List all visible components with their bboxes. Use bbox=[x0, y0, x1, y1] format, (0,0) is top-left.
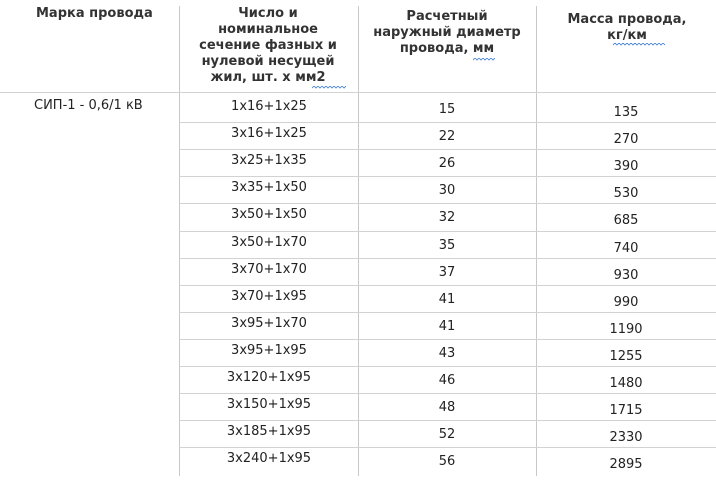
section-cell: 3x240+1x95 bbox=[226, 451, 312, 466]
mass-cell: 390 bbox=[613, 159, 639, 174]
header-diameter bbox=[361, 9, 533, 57]
mass-cell: 990 bbox=[613, 295, 639, 310]
section-cell: 3x16+1x25 bbox=[231, 126, 307, 141]
diameter-cell: 56 bbox=[438, 454, 456, 469]
diameter-cell: 46 bbox=[438, 373, 456, 388]
column-divider bbox=[536, 6, 537, 476]
header-cores-line: жил, шт. х мм2 bbox=[210, 70, 326, 85]
section-cell: 3x150+1x95 bbox=[226, 397, 312, 412]
row-divider bbox=[179, 231, 716, 232]
section-cell: 3x70+1x95 bbox=[231, 289, 307, 304]
column-divider bbox=[179, 6, 180, 476]
section-cell: 3x35+1x50 bbox=[231, 180, 307, 195]
row-divider bbox=[179, 447, 716, 448]
header-brand-label: Марка провода bbox=[36, 6, 153, 21]
row-divider bbox=[179, 339, 716, 340]
header-diameter-line: Расчетный bbox=[406, 9, 488, 24]
spellcheck-underline bbox=[473, 58, 495, 61]
row-divider bbox=[179, 366, 716, 367]
mass-cell: 1190 bbox=[609, 322, 643, 337]
section-cell: 3x50+1x70 bbox=[231, 235, 307, 250]
diameter-cell: 22 bbox=[438, 129, 456, 144]
mass-cell: 2330 bbox=[609, 430, 643, 445]
header-brand bbox=[36, 6, 176, 22]
diameter-cell: 26 bbox=[438, 156, 456, 171]
mass-cell: 2895 bbox=[609, 457, 643, 472]
diameter-cell: 30 bbox=[438, 183, 456, 198]
header-cores-line: нулевой несущей bbox=[201, 54, 335, 69]
mass-cell: 930 bbox=[613, 268, 639, 283]
row-divider bbox=[179, 258, 716, 259]
row-divider bbox=[179, 176, 716, 177]
mass-cell: 530 bbox=[613, 186, 639, 201]
header-diameter-line: провода, мм bbox=[399, 41, 495, 56]
diameter-cell: 32 bbox=[438, 210, 456, 225]
diameter-cell: 37 bbox=[438, 265, 456, 280]
header-divider bbox=[0, 92, 716, 93]
mass-cell: 270 bbox=[613, 132, 639, 147]
mass-cell: 1255 bbox=[609, 349, 643, 364]
spellcheck-underline bbox=[312, 86, 346, 89]
section-cell: 3x50+1x50 bbox=[231, 207, 307, 222]
section-cell: 3x120+1x95 bbox=[226, 370, 312, 385]
mass-cell: 1480 bbox=[609, 376, 643, 391]
section-cell: 3x185+1x95 bbox=[226, 424, 312, 439]
header-cores-line: номинальное bbox=[218, 22, 318, 37]
header-diameter-line: наружный диаметр bbox=[373, 25, 521, 40]
mass-cell: 135 bbox=[613, 105, 639, 120]
header-cores-line: Число и bbox=[238, 6, 298, 21]
header-mass-line: Масса провода, bbox=[567, 12, 687, 27]
mass-cell: 685 bbox=[613, 213, 639, 228]
row-divider bbox=[179, 149, 716, 150]
row-divider bbox=[179, 122, 716, 123]
row-divider bbox=[179, 285, 716, 286]
header-mass bbox=[539, 12, 715, 44]
diameter-cell: 52 bbox=[438, 427, 456, 442]
section-cell: 3x95+1x95 bbox=[231, 343, 307, 358]
section-cell: 1x16+1x25 bbox=[231, 99, 307, 114]
mass-cell: 1715 bbox=[609, 403, 643, 418]
spellcheck-underline bbox=[613, 43, 665, 46]
header-mass-line: кг/км bbox=[607, 28, 647, 43]
brand-value: СИП-1 - 0,6/1 кВ bbox=[34, 98, 143, 113]
column-divider bbox=[358, 6, 359, 476]
row-divider bbox=[179, 420, 716, 421]
header-cores bbox=[182, 6, 354, 86]
header-cores-line: сечение фазных и bbox=[199, 38, 337, 53]
diameter-cell: 41 bbox=[438, 319, 456, 334]
diameter-cell: 43 bbox=[438, 346, 456, 361]
diameter-cell: 48 bbox=[438, 400, 456, 415]
section-cell: 3x70+1x70 bbox=[231, 262, 307, 277]
row-divider bbox=[179, 312, 716, 313]
row-divider bbox=[179, 203, 716, 204]
mass-cell: 740 bbox=[613, 241, 639, 256]
diameter-cell: 35 bbox=[438, 238, 456, 253]
diameter-cell: 41 bbox=[438, 292, 456, 307]
section-cell: 3x25+1x35 bbox=[231, 153, 307, 168]
row-divider bbox=[179, 393, 716, 394]
section-cell: 3x95+1x70 bbox=[231, 316, 307, 331]
diameter-cell: 15 bbox=[438, 102, 456, 117]
